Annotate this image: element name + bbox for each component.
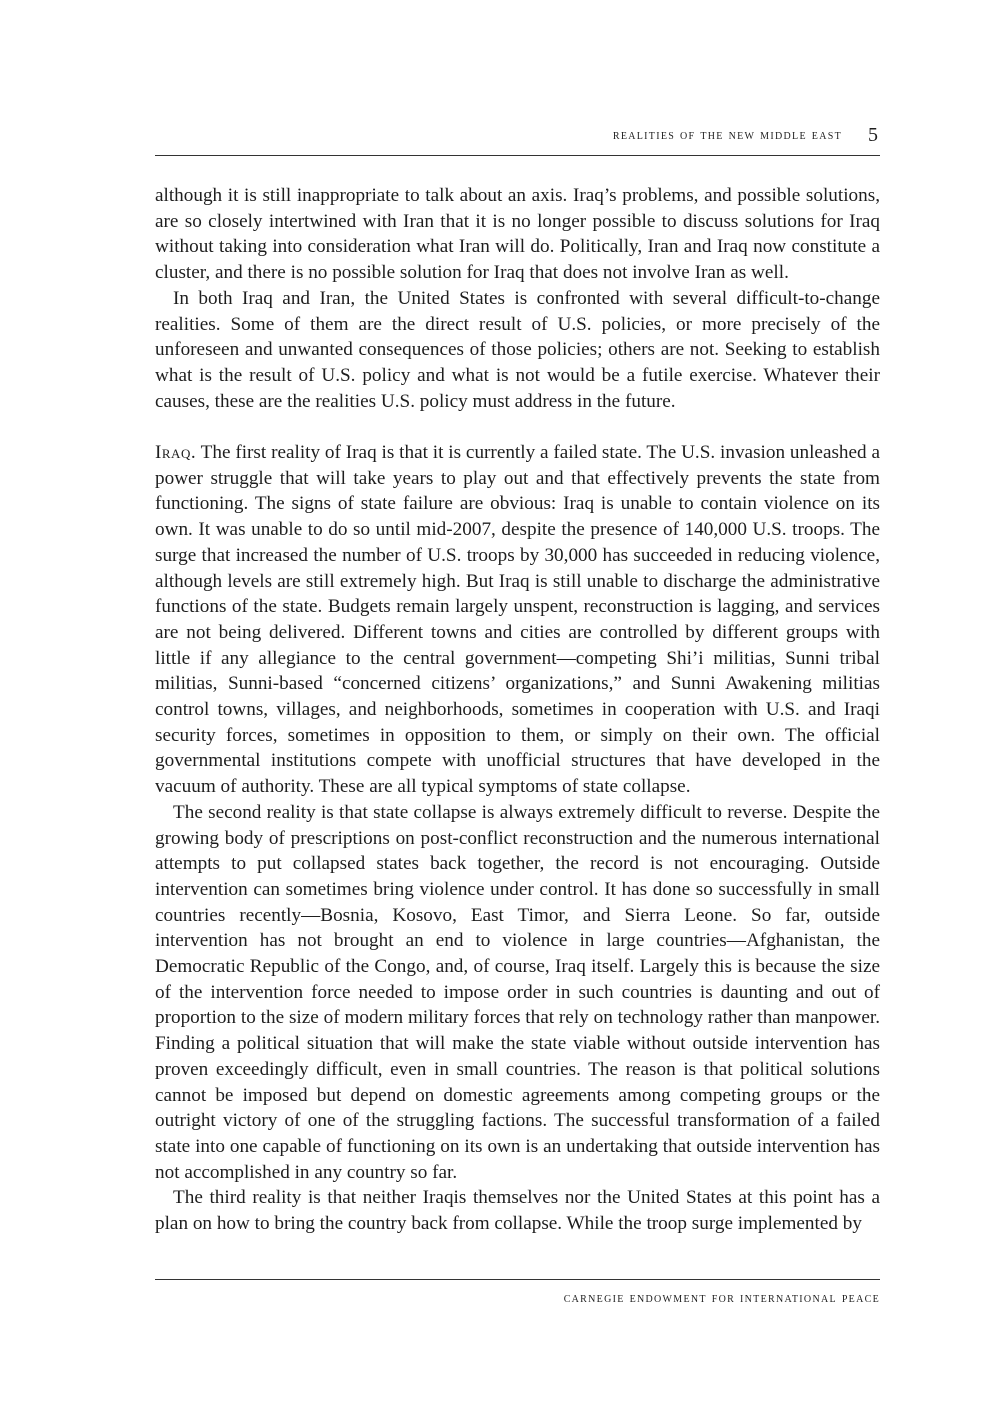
publisher-footer: carnegie endowment for international peace [563,1290,880,1306]
running-title: realities of the new middle east [612,127,842,143]
main-text [155,183,880,1237]
paragraph: The third reality is that neither Iraqis themselves nor the United States at this point has a plan on how to bring the country back from collapse. While the troop surge implemented by [155,1187,880,1235]
running-header [155,124,880,156]
paragraph: The second reality is that state collapse is always extremely difficult to reverse. Despite the growing body of prescriptions on post-conflict reconstruction and the numerous international attempts to put collapsed states back together, the record is not encouraging. Outside intervention can sometimes bring violence under control. It has done so successfully in small countries recently—Bosnia, Kosovo, East Timor, and Sierra Leone. So far, outside intervention has not brought an end to violence in large countries—Afghanistan, the Democratic Republic of the Congo, and, of course, Iraq itself. Largely this is because the size of the intervention force needed to impose order in such countries is daunting and out of proportion to the size of modern military forces that rely on technology rather than manpower. Finding a political situation that will make the state viable without outside intervention has proven exceedingly difficult, even in small countries. The reason is that political solutions cannot be imposed but depend on domestic agreements among competing groups or the outright victory of one of the struggling factions. The successful transformation of a failed state into one capable of functioning on its own is an undertaking that outside intervention has not accomplished in any country so far. [155,801,880,1183]
paragraph: In both Iraq and Iran, the United States is confronted with several difficult-to-change realities. Some of them are the direct result of U.S. policies, or more precisely of the unforeseen and unwanted consequences of those policies; others are not. Seeking to establish what is the result of U.S. policy and what is not would be a futile exercise. Whatever their causes, these are the realities U.S. policy must address in the future. [155,287,880,412]
footer-rule [155,1279,880,1280]
section-paragraph-iraq [155,440,880,800]
run-in-heading: Iraq. [155,442,197,464]
paragraph: although it is still inappropriate to talk about an axis. Iraq’s problems, and possible solutions, are so closely intertwined with Iran that it is no longer possible to discuss solutions for Iraq without taking into consideration what Iran will do. Politically, Iran and Iraq now constitute a cluster, and there is no possible solution for Iraq that does not involve Iran as well. [155,185,880,284]
page-number: 5 [868,124,878,146]
paragraph-text: The first reality of Iraq is that it is currently a failed state. The U.S. invasion unleashed a power struggle that will take years to play out and that effectively prevents the state from functioning. The signs of state failure are obvious: Iraq is unable to contain violence on its own. It was unable to do so until mid-2007, despite the presence of 140,000 U.S. troops. The surge that increased the number of U.S. troops by 30,000 has succeeded in reducing violence, although levels are still extremely high. But Iraq is still unable to discharge the administrative functions of the state. Budgets remain largely unspent, reconstruction is lagging, and services are not being delivered. Different towns and cities are controlled by different groups with little if any allegiance to the central government—competing Shi’i militias, Sunni tribal militias, Sunni-based “concerned citizens’ organizations,” and Sunni Awakening militias control towns, villages, and neighborhoods, sometimes in cooperation with U.S. and Iraqi security forces, sometimes in opposition to them, or simply on their own. The official governmental institutions compete with unofficial structures that have developed in the vacuum of authority. These are all typical symptoms of state collapse. [155,442,880,798]
